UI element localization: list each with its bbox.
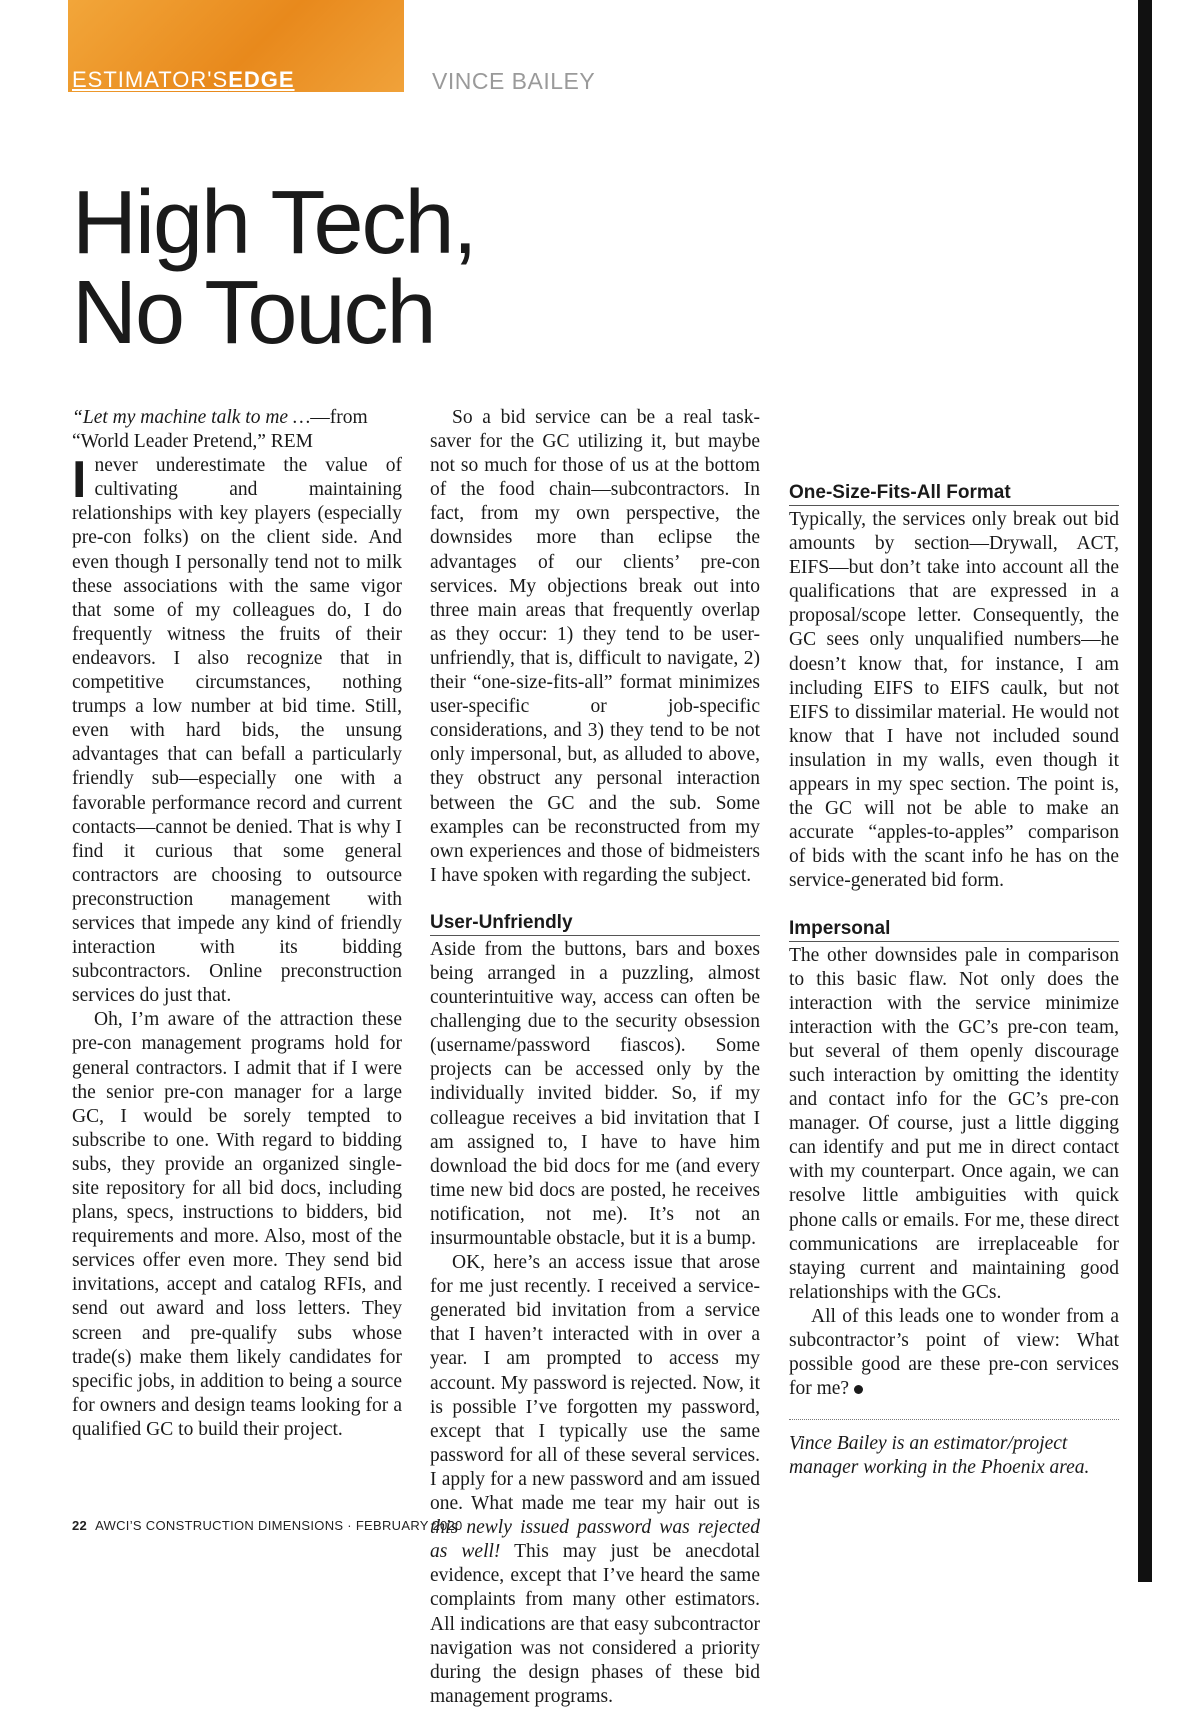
department-light: ESTIMATOR'S <box>72 67 229 92</box>
drop-cap: I <box>72 451 87 510</box>
paragraph-8-text: All of this leads one to wonder from a subcontractor’s point of view: What possible good are these pre-con services for me? <box>789 1305 1119 1400</box>
paragraph-8 <box>789 1305 1119 1401</box>
paragraph-6: Typically, the services only break out bid amounts by section—Drywall, ACT, EIFS—but don’t take into account all the qualifications that are expressed in a proposal/scope letter. Consequently, the GC sees only unqualified numbers—he doesn’t know that, for instance, I am including EIFS to EIFS caulk, but not EIFS to dissimilar material. He would not know that I have not included sound insulation in my walls, even though it appears in my spec section. The point is, the GC will not be able to make an accurate “apples-to-apples” comparison of bids with the scant info he has on the service-generated bid form. <box>789 509 1119 892</box>
author-bio: Vince Bailey is an estimator/project manager working in the Phoenix area. <box>789 1433 1090 1479</box>
paragraph-3: So a bid service can be a real task-saver for the GC utilizing it, but maybe not so much for those of us at the bottom of the food chain—subcontractors. In fact, from my own perspective, the downsides more than eclipse the advantages of our clients’ pre-con services. My objections break out into three main areas that frequently overlap as they occur: 1) they tend to be user-unfriendly, that is, difficult to navigate, 2) their “one-size-fits-all” format minimizes user-specific or job-specific considerations, and 3) they tend to be not only impersonal, but, as alluded to above, they obstruct any personal interaction between the GC and the sub. Some examples can be reconstructed from my own experiences and those of bidmeisters I have spoken with regarding the subject. <box>430 407 760 886</box>
subhead-user-unfriendly: User-Unfriendly <box>430 912 760 936</box>
column-1 <box>72 406 402 1442</box>
department-bold: EDGE <box>228 67 295 92</box>
page-number: 22 <box>72 1518 88 1533</box>
publication-line: AWCI’S CONSTRUCTION DIMENSIONS · FEBRUARY 2020 <box>95 1518 463 1533</box>
epigraph <box>72 406 402 454</box>
paragraph-2: Oh, I’m aware of the attraction these pre-con management programs hold for general contractors. I admit that if I were the senior pre-con manager for a large GC, I would be sorely tempted to subscribe to one. With regard to bidding subs, they provide an organized single-site repository for all bid docs, including plans, specs, instructions to bidders, bid requirements and more. Also, most of the services offer even more. They send bid invitations, accept and catalog RFIs, and send out award and loss letters. They screen and pre-qualify subs whose trade(s) make them likely candidates for specific jobs, in addition to being a source for owners and design teams looking for a qualified GC to build their project. <box>72 1009 402 1440</box>
paragraph-5-end: This may just be anecdotal evidence, except that I’ve heard the same complaints from many other estimators. All indications are that easy subcontractor navigation was not considered a priority during the design phases of these bid management programs. <box>430 1541 760 1707</box>
paragraph-5 <box>430 1251 760 1709</box>
subhead-impersonal: Impersonal <box>789 918 1119 942</box>
paragraph-5-emphasis: this newly issued password was rejected as well! <box>430 1517 760 1563</box>
subhead-one-size-fits-all: One-Size-Fits-All Format <box>789 482 1119 506</box>
epigraph-source: —from “World Leader Pretend,” REM <box>72 407 368 453</box>
paragraph-1 <box>72 451 402 1008</box>
title-line-2: No Touch <box>72 263 435 363</box>
department-kicker <box>72 68 295 92</box>
title-line-1: High Tech, <box>72 173 476 273</box>
bio-divider <box>789 1419 1119 1420</box>
paragraph-4: Aside from the buttons, bars and boxes being arranged in a puzzling, almost counterintuitive way, access can often be challenging due to the security obsession (username/password fiascos). Some projects can be accessed only by the individually invited bidder. So, if my colleague receives a bid invitation that I am assigned to, I have to have him download the bid docs for me (and every time new bid docs are posted, he receives notification, not me). It’s not an insurmountable obstacle, but it is a bump. <box>430 938 760 1249</box>
paragraph-7: The other downsides pale in comparison to this basic flaw. Not only does the interaction with the service minimize interaction with the GC’s pre-con team, but several of them openly discourage such interaction by omitting the identity and contact info for the GC’s pre-con manager. Of course, just a little digging can identify and put me in direct contact with my counterpart. Once again, we can resolve little ambiguities with quick phone calls or emails. For me, these direct communications are irreplaceable for staying current and maintaining good relationships with the GCs. <box>789 944 1119 1303</box>
column-2 <box>430 406 760 1709</box>
paragraph-5-text: OK, here’s an access issue that arose for me just recently. I received a service-generated bid invitation from a service that I haven’t interacted with in over a year. I am prompted to access my account. My password is rejected. Now, it is possible I’ve forgotten my password, except that I typically use the same password for all of these several services. I apply for a new password and am issued one. What made me tear my hair out is <box>430 1252 760 1515</box>
end-mark-icon <box>854 1385 863 1394</box>
columnist-name: VINCE BAILEY <box>432 68 596 94</box>
page-footer <box>72 1518 463 1533</box>
page-edge-bar <box>1138 0 1152 1582</box>
article-title <box>72 173 476 363</box>
column-3 <box>789 190 1119 1480</box>
epigraph-quote: “Let my machine talk to me … <box>72 407 311 428</box>
paragraph-1-text: never underestimate the value of cultivating and maintaining relationships with key players (especially pre-con folks) on the client side. And even though I personally tend not to milk these associations with the same vigor that some of my colleagues do, I do frequently witness the fruits of their endeavors. I also recognize that in competitive circumstances, nothing trumps a low number at bid time. Still, even with hard bids, the unsung advantages that can befall a particularly friendly sub—especially one with a favorable performance record and current contacts—cannot be denied. That is why I find it curious that some general contractors are choosing to outsource preconstruction management with services that impede any kind of friendly interaction with its bidding subcontractors. Online preconstruction services do just that. <box>72 455 402 1007</box>
